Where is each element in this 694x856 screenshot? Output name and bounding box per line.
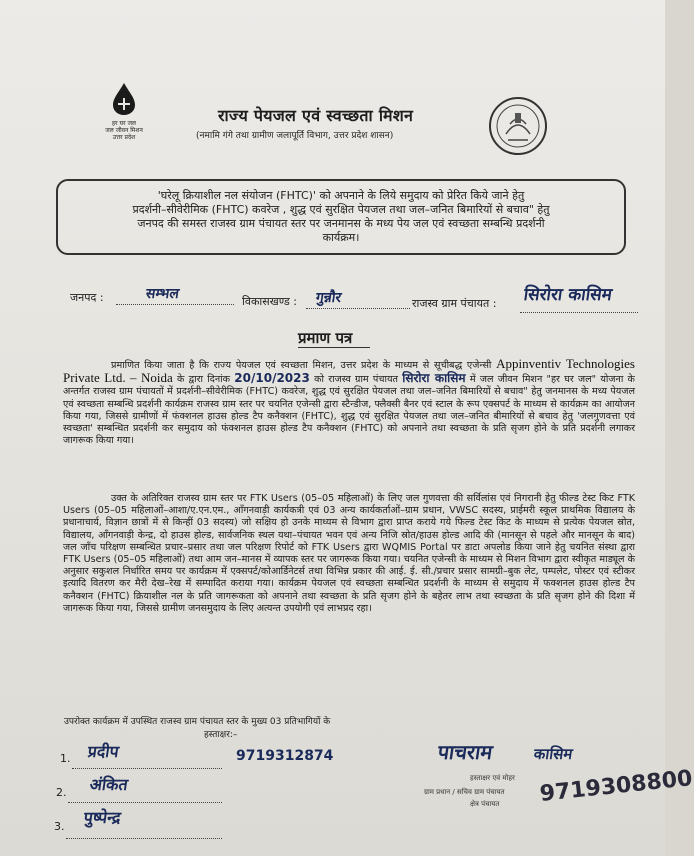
p1-village-prefix: को राजस्व ग्राम पंचायत: [314, 374, 398, 386]
event-date: 20/10/2023: [234, 371, 310, 386]
programme-line-1: 'घरेलू क्रियाशील नल संयोजन (FHTC)' को अपनाने के लिये समुदाय को प्रेरित किये जाने हेतु: [157, 189, 525, 202]
logo-text-2: जल जीवन मिशन: [105, 127, 143, 134]
district-value: सम्भल: [144, 286, 181, 302]
certificate-title-underline: [298, 347, 370, 348]
participant-1-signature: प्रदीप: [86, 742, 121, 761]
up-government-seal-icon: [488, 96, 548, 156]
village-value: सिरोरा कासिम: [522, 285, 614, 305]
programme-line-3: जनपद की समस्त राजस्व ग्राम पंचायत स्तर पर जनमानस के मध्य पेय जल एवं स्वच्छता सम्बन्धि प्रदर्शनी: [137, 217, 545, 230]
participant-3-signature: पुष्पेन्द्र: [82, 808, 123, 827]
logo-text-3: उत्तर प्रदेश: [112, 134, 136, 141]
p1-body: में जल जीवन मिशन "हर घर जल" योजना के अन्तर्गत राजस्व ग्राम पंचायतों में प्रदर्शनी–सीवेरीमिक (FHTC) कवरेज, शुद्ध एवं सुरक्षित पेयजल तथा जल–जनित बिमारियों से बचाव" हेतु जनमानस के मध्य पेयजल एवं स्वच्छता सम्बन्धि प्रदर्शनी कार्यक्रम राजस्व ग्राम स्तर पर चयनित एजेन्सी द्वारा स्टैन्डीज, फ्लैक्सी बैनर एवं स्टाल के रूप एक्सपर्ट के माध्यम से कार्यक्रम का आयोजन किया गया, जिससे ग्रामीणों में फंक्शनल हाउस होल्ड टैप कनैक्शन (FHTC), शुद्ध एवं सुरक्षित पेयजल तथा जल–जनित बीमारियों से बचाव हेतु 'जलगुणवत्ता एवं स्वच्छता' सम्बन्धित प्रदर्शनी कर समुदाय को फंक्शनल हाउस होल्ड टैप कनैक्शन (FHTC) को अपनाने तथा स्वच्छता के प्रति सृजग होने के प्रति प्रदर्शनी लगाकर जागरूक किया गया।: [63, 374, 635, 447]
participant-2-signature: अंकित: [88, 775, 130, 794]
participant-3-number: 3.: [54, 820, 65, 833]
pradhan-phone: 9719308800: [538, 766, 694, 807]
certificate-paragraph-1: [63, 358, 635, 447]
district-label: जनपद :: [70, 291, 104, 304]
block-value: गुन्नौर: [314, 290, 343, 306]
p1-date-prefix: के द्वारा दिनांक: [177, 374, 231, 386]
participants-intro: उपरोक्त कार्यक्रम में उपस्थित राजस्व ग्राम पंचायत स्तर के मुख्य 03 प्रतिभागियों के: [64, 717, 331, 727]
participants-sign-label: हस्ताक्षर:–: [204, 730, 238, 740]
block-label: विकासखण्ड :: [242, 295, 298, 308]
programme-title-box: [56, 179, 626, 255]
participant-2-number: 2.: [56, 786, 67, 799]
organisation-subtitle: (नमामि गंगे तथा ग्रामीण जलापूर्ति विभाग, उत्तर प्रदेश शासन): [196, 131, 394, 141]
certificate-paragraph-2: उक्त के अतिरिक्त राजस्व ग्राम स्तर पर FTK Users (05–05 महिलाओं) के लिए जल गुणवत्ता की सर्विलांस एवं निगरानी हेतु फील्ड टेस्ट किट FTK Users (05–05 महिलाओं–आशा/ए.एन.एम., आँगनवाड़ी कार्यकत्री एवं 03 अन्य कार्यकर्ताओं–ग्राम प्रधान, VWSC सदस्य, प्राईमरी स्कूल प्राथमिक विद्यालय के प्रधानाचार्य, विज्ञान छात्रों में से किन्हीं 03 सदस्य) जो सक्षिय हो उनके माध्यम से विभाग द्वारा प्राप्त कराये गये फिल्ड टेस्ट किट के माध्यम से प्रत्येक पेयजल स्रोत, विद्यालय, आँगनवाड़ी केन्द्र, दो हाउस होल्ड, सार्वजनिक स्थल यथा–पंचायत भवन एवं अन्य निजि स्रोत/हाउस होल्ड आदि की (मानसून से पहले और मानसून के बाद) जल जाँच परिक्षण सम्बन्धित प्रचार–प्रसार तथा जल परिक्षण रिपोर्ट को FTK Users द्वारा WQMIS Portal पर डाटा अपलोड किया जाने हेतु चयनित संस्था द्वारा FTK Users (05–05 महिलाओं) तथा आम जन–मानस में व्यापक स्तर पर जागरूक किया गया। चयनित एजेन्सी के माध्यम से मिशन विभाग द्वारा स्वीकृत माड्यूल के अनुसार सकुशल निर्धारित समय पर कार्यक्रम में एक्सपर्ट/कोआर्डिनेटर्स तथा विभिन्न प्रकार की आई. ई. सी./प्रचार प्रसार सामग्री–बुक लेट, पम्पलेट, पोस्टर एवं स्टीकर इत्यादि वितरण कर मैरी देख–रेख में सम्पादित कराया गया। कार्यक्रम पेयजल एवं स्वच्छता सम्बन्धित प्रदर्शनी के माध्यम से समुदाय में फक्शनल हाउस होल्ड टैप कनैक्शन (FHTC) क्रियाशील नल के प्रति जागरूकता को अपनाने तथा स्वच्छता के प्रति सृजग होने के बहेतर लाभ तथा स्वच्छता के प्रति सृजग होने की दिशा में जागरूक किया गया, जिससे ग्रामीण जनसमुदाय के लिए अत्यन्त उपयोगी एवं लाभप्रद रहा।: [63, 493, 635, 614]
pradhan-signature-extra: कासिम: [532, 745, 574, 763]
programme-line-2: प्रदर्शनी–सीवेरीमिक (FHTC) कवरेज , शुद्ध एवं सुरक्षित पेयजल तथा जल–जनित बिमारियों से बचाव" हेतु: [132, 203, 550, 216]
logo-text-1: हर घर जल: [112, 120, 136, 127]
certificate-title: प्रमाण पत्र: [298, 329, 353, 347]
pradhan-sign-label: हस्ताक्षर एवं मोहर: [470, 774, 515, 782]
p1-intro: प्रमाणित किया जाता है कि राज्य पेयजल एवं स्वच्छता मिशन, उत्तर प्रदेश के माध्यम से सूचीबद्ध एजेन्सी: [111, 360, 492, 371]
pradhan-signature: पाचराम: [436, 740, 495, 764]
participant-1-number: 1.: [60, 752, 71, 765]
water-drop-icon: [110, 82, 138, 116]
pradhan-role-label: ग्राम प्रधान / सचिव ग्राम पंचायत: [424, 788, 505, 796]
pradhan-area-label: क्षेत्र पंचायत: [470, 800, 500, 808]
village-handwritten: सिरोरा कासिम: [402, 371, 466, 386]
jal-jeevan-mission-logo: [102, 82, 146, 141]
agency-name: Appinventiv Technologies Private Ltd. – Noida: [63, 356, 635, 386]
organisation-name: राज्य पेयजल एवं स्वच्छता मिशन: [218, 106, 414, 125]
participant-1-phone: 9719312874: [236, 748, 334, 764]
programme-line-4: कार्यक्रम।: [322, 231, 360, 244]
village-label: राजस्व ग्राम पंचायत :: [412, 297, 497, 310]
